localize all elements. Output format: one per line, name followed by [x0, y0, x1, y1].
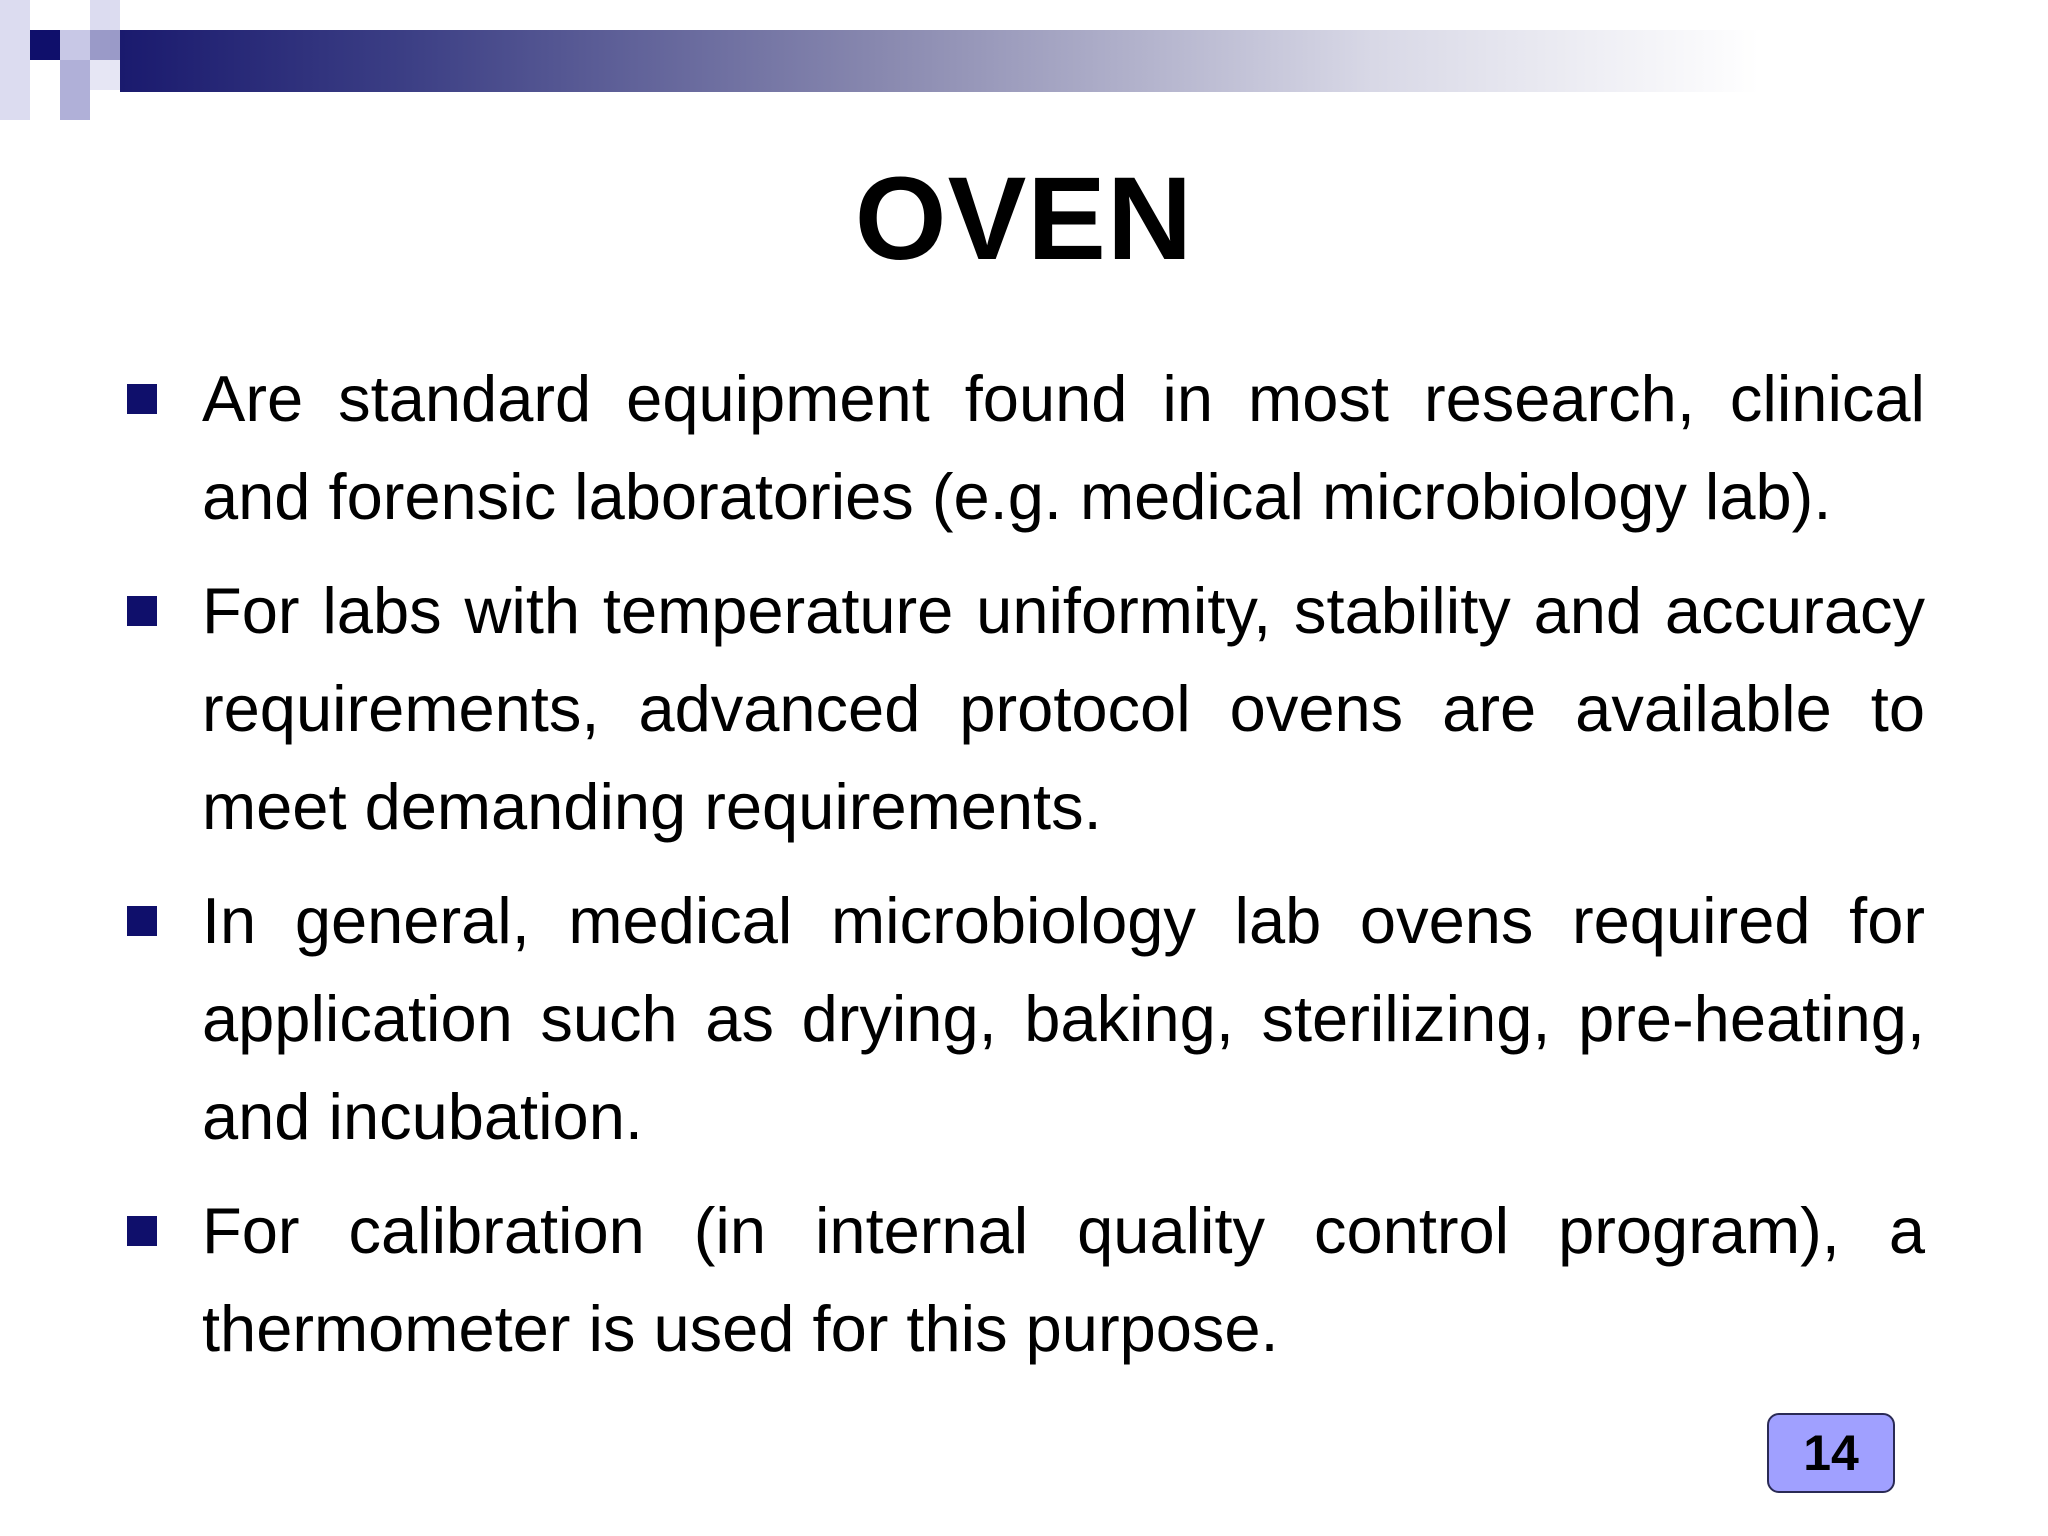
square-bullet-icon	[127, 1216, 157, 1246]
corner-decoration	[0, 0, 30, 120]
corner-decoration	[60, 30, 90, 60]
header-gradient-band	[120, 30, 2048, 92]
square-bullet-icon	[127, 596, 157, 626]
bullet-item	[120, 872, 1925, 1166]
corner-decoration	[90, 60, 120, 90]
corner-decoration	[90, 30, 120, 60]
square-bullet-icon	[127, 384, 157, 414]
bullet-text: Are standard equipment found in most research, clinical and forensic laboratories (e.g. medical microbiology lab).	[202, 362, 1925, 533]
slide-title: OVEN	[854, 153, 1194, 285]
bullet-item	[120, 562, 1925, 856]
corner-decoration	[90, 0, 120, 30]
corner-decoration	[60, 60, 90, 120]
bullet-text: For labs with temperature uniformity, stability and accuracy requirements, advanced protocol ovens are available to meet demanding requirements.	[202, 574, 1925, 843]
bullet-item	[120, 1182, 1925, 1378]
bullet-list	[120, 350, 1925, 1394]
square-bullet-icon	[127, 906, 157, 936]
bullet-text: For calibration (in internal quality control program), a thermometer is used for this purpose.	[202, 1194, 1925, 1365]
corner-decoration	[30, 30, 60, 60]
bullet-item	[120, 350, 1925, 546]
bullet-text: In general, medical microbiology lab ovens required for application such as drying, baking, sterilizing, pre-heating, and incubation.	[202, 884, 1925, 1153]
page-number-badge: 14	[1767, 1413, 1895, 1493]
